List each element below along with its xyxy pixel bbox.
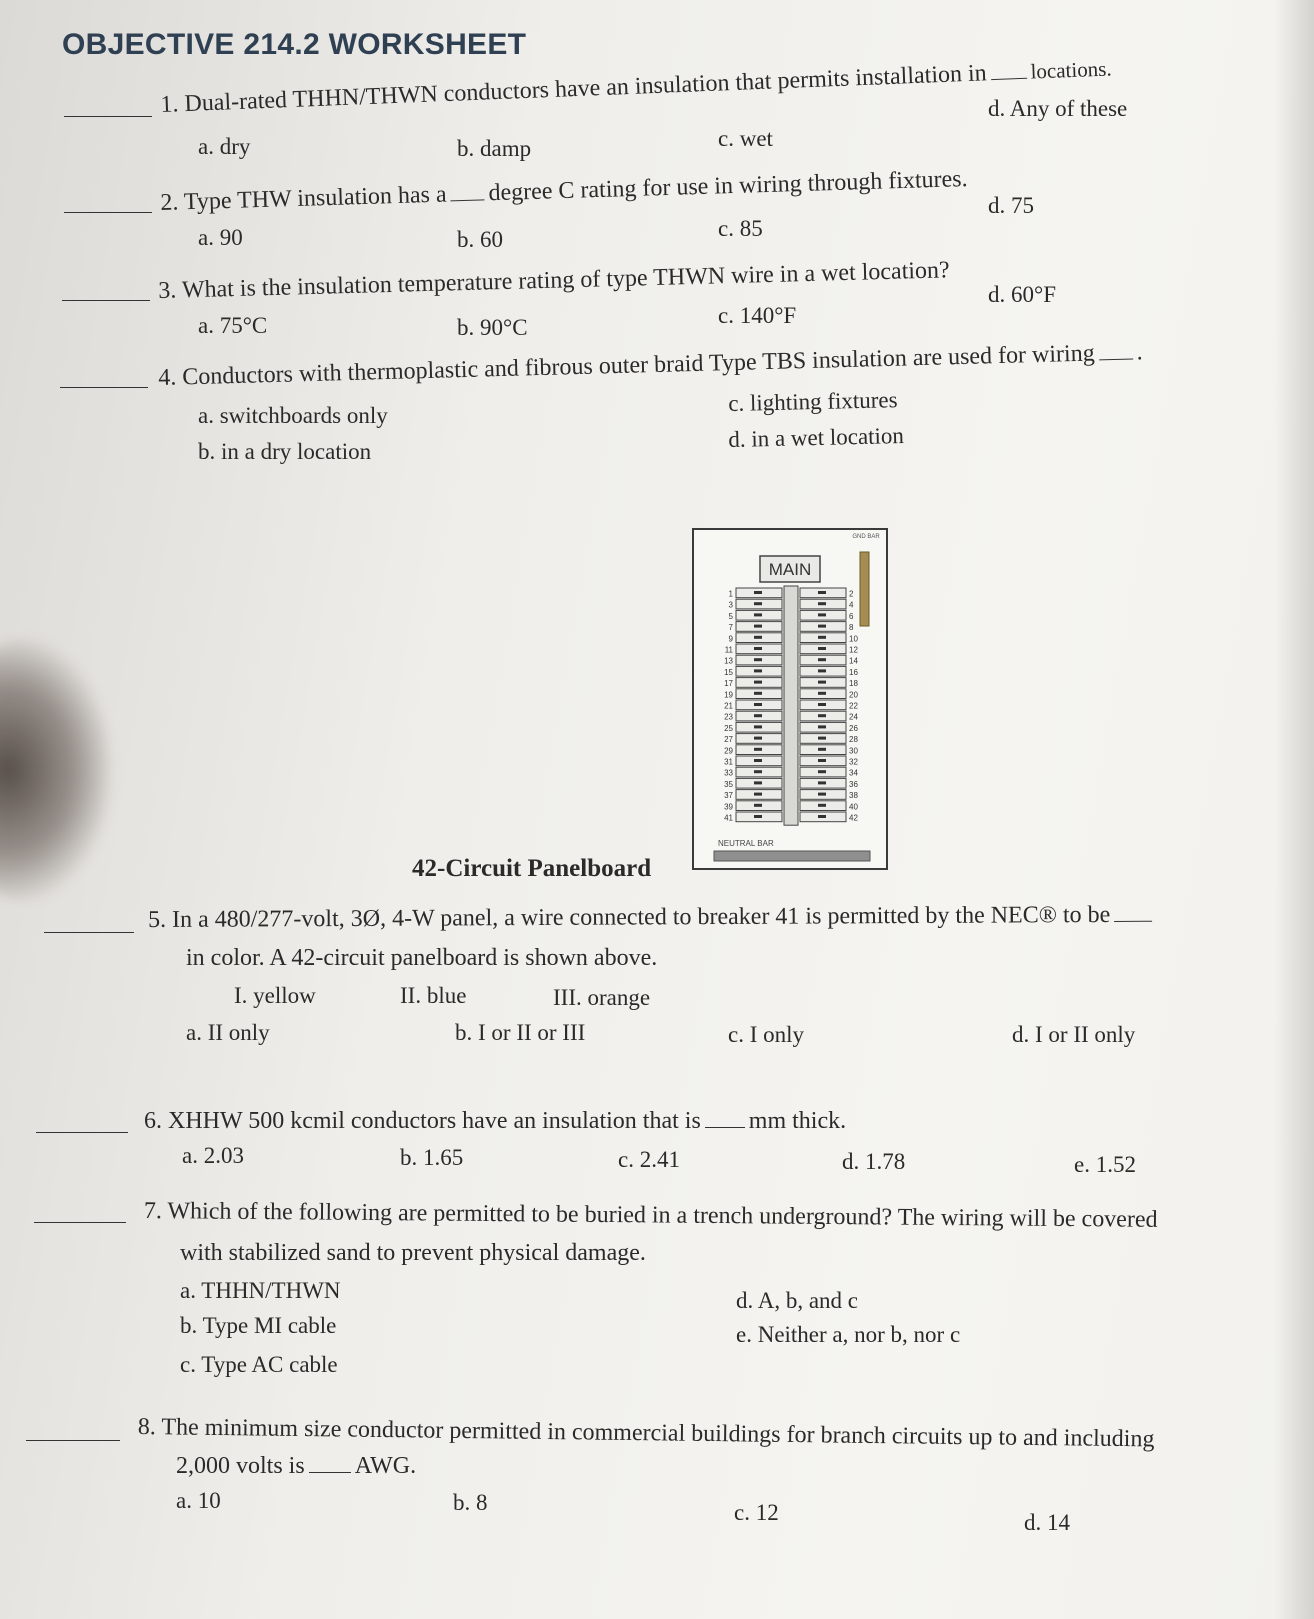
circuit-number-left: 39	[724, 802, 733, 812]
breaker-handle	[754, 625, 762, 628]
breaker-handle	[754, 669, 762, 672]
circuit-number-right: 8	[849, 623, 854, 633]
breaker-handle	[818, 602, 826, 605]
neutral-bar	[714, 851, 870, 861]
circuit-number-right: 40	[849, 802, 858, 812]
q1-option-b: b. damp	[457, 136, 532, 161]
q6-option-c: c. 2.41	[618, 1147, 680, 1172]
circuit-number-left: 17	[724, 679, 733, 689]
breaker-rows	[724, 586, 858, 825]
breaker-handle	[754, 647, 762, 650]
q4-option-a: a. switchboards only	[198, 403, 388, 428]
q5-choice-ii: II. blue	[400, 983, 467, 1008]
circuit-number-left: 31	[724, 757, 733, 767]
q7-option-b: b. Type MI cable	[180, 1313, 337, 1338]
finger-shadow	[0, 640, 110, 900]
question-7-text-line2: with stabilized sand to prevent physical damage.	[180, 1240, 646, 1266]
q2-option-a: a. 90	[198, 225, 243, 250]
breaker-handle	[754, 770, 762, 773]
answer-blank-7[interactable]	[34, 1222, 126, 1223]
breaker-handle	[818, 748, 826, 751]
circuit-number-right: 10	[849, 634, 858, 644]
breaker-handle	[818, 625, 826, 628]
circuit-number-right: 30	[849, 746, 858, 756]
breaker-handle	[754, 681, 762, 684]
panelboard-diagram	[692, 528, 888, 870]
q4-option-d: d. in a wet location	[728, 423, 905, 452]
breaker-handle	[754, 815, 762, 818]
question-6-text: 6. XHHW 500 kcmil conductors have an insulation that is mm thick.	[144, 1108, 847, 1134]
breaker-handle	[818, 714, 826, 717]
page-edge	[1274, 0, 1314, 1619]
main-label: MAIN	[768, 560, 812, 579]
circuit-number-right: 26	[849, 723, 858, 733]
breaker-handle	[754, 692, 762, 695]
circuit-number-right: 36	[849, 779, 858, 789]
circuit-number-right: 12	[849, 645, 858, 655]
circuit-number-right: 38	[849, 791, 858, 801]
breaker-handle	[818, 793, 826, 796]
circuit-number-left: 5	[728, 611, 733, 621]
breaker-handle	[818, 781, 826, 784]
breaker-handle	[818, 692, 826, 695]
breaker-handle	[754, 781, 762, 784]
q3-option-a: a. 75°C	[198, 313, 268, 338]
breaker-handle	[818, 658, 826, 661]
circuit-number-left: 15	[724, 667, 733, 677]
breaker-handle	[818, 725, 826, 728]
breaker-handle	[754, 602, 762, 605]
breaker-handle	[754, 737, 762, 740]
circuit-number-right: 42	[849, 813, 858, 823]
q5-option-a: a. II only	[186, 1020, 270, 1045]
circuit-number-right: 18	[849, 679, 858, 689]
q8-option-a: a. 10	[176, 1488, 221, 1513]
breaker-handle	[818, 647, 826, 650]
answer-blank-2[interactable]	[64, 212, 152, 213]
q6-option-d: d. 1.78	[842, 1149, 906, 1174]
circuit-number-right: 22	[849, 701, 858, 711]
circuit-number-left: 23	[724, 712, 733, 722]
circuit-number-right: 34	[849, 768, 858, 778]
breaker-handle	[754, 759, 762, 762]
question-2-text: 2. Type THW insulation has a degree C rating for use in wiring through fixtures.	[160, 166, 968, 216]
circuit-number-right: 14	[849, 656, 858, 666]
q3-option-d: d. 60°F	[988, 282, 1056, 307]
circuit-number-left: 21	[724, 701, 733, 711]
circuit-number-right: 16	[849, 667, 858, 677]
answer-blank-6[interactable]	[36, 1132, 128, 1133]
circuit-number-left: 11	[724, 645, 733, 655]
circuit-number-right: 6	[849, 611, 854, 621]
breaker-handle	[754, 613, 762, 616]
q1-option-d: d. Any of these	[988, 96, 1128, 121]
circuit-number-right: 24	[849, 712, 858, 722]
answer-blank-5[interactable]	[44, 932, 134, 933]
question-4-text: 4. Conductors with thermoplastic and fibrous outer braid Type TBS insulation are used for wiring .	[158, 339, 1143, 391]
circuit-number-left: 13	[724, 656, 733, 666]
q3-option-b: b. 90°C	[457, 315, 528, 340]
circuit-number-left: 37	[724, 791, 733, 801]
q5-option-b: b. I or II or III	[455, 1020, 586, 1045]
breaker-handle	[754, 804, 762, 807]
q6-option-e: e. 1.52	[1074, 1152, 1136, 1177]
breaker-handle	[754, 793, 762, 796]
q5-choice-iii: III. orange	[553, 985, 651, 1010]
q4-option-c: c. lighting fixtures	[728, 387, 898, 416]
circuit-number-left: 9	[728, 634, 733, 644]
breaker-handle	[754, 703, 762, 706]
q2-option-c: c. 85	[718, 216, 763, 241]
q7-option-c: c. Type AC cable	[180, 1352, 338, 1377]
q2-option-b: b. 60	[457, 227, 503, 252]
q2-option-d: d. 75	[988, 193, 1034, 218]
breaker-handle	[818, 591, 826, 594]
breaker-handle	[818, 815, 826, 818]
question-1-text: 1. Dual-rated THHN/THWN conductors have an insulation that permits installation in locations.	[160, 56, 1113, 118]
bus-bar	[784, 586, 798, 825]
question-8-text-line2: 2,000 volts is AWG.	[176, 1453, 417, 1479]
q8-option-b: b. 8	[453, 1490, 488, 1515]
q7-option-e: e. Neither a, nor b, nor c	[736, 1322, 961, 1347]
answer-blank-3[interactable]	[62, 300, 150, 301]
panel-caption: 42-Circuit Panelboard	[412, 855, 652, 882]
neutral-bar-label: NEUTRAL BAR	[718, 839, 774, 848]
question-7-text-line1: 7. Which of the following are permitted to be buried in a trench underground? The wiring will be covered	[143, 1198, 1158, 1233]
breaker-handle	[754, 725, 762, 728]
circuit-number-right: 4	[849, 600, 854, 610]
breaker-handle	[818, 669, 826, 672]
q1-option-c: c. wet	[718, 126, 773, 151]
breaker-handle	[818, 804, 826, 807]
q8-option-d: d. 14	[1024, 1510, 1070, 1535]
q5-option-d: d. I or II only	[1012, 1022, 1136, 1047]
circuit-number-right: 32	[849, 757, 858, 767]
circuit-number-right: 20	[849, 690, 858, 700]
q3-option-c: c. 140°F	[718, 303, 797, 328]
ground-bar	[860, 552, 869, 626]
q4-option-b: b. in a dry location	[198, 439, 372, 464]
q1-option-a: a. dry	[198, 134, 251, 159]
breaker-handle	[818, 737, 826, 740]
breaker-handle	[818, 613, 826, 616]
circuit-number-right: 2	[849, 589, 854, 599]
circuit-number-left: 1	[728, 589, 733, 599]
breaker-handle	[754, 636, 762, 639]
answer-blank-4[interactable]	[60, 387, 148, 388]
breaker-handle	[754, 714, 762, 717]
worksheet-title: OBJECTIVE 214.2 WORKSHEET	[62, 28, 527, 61]
answer-blank-1[interactable]	[64, 116, 152, 117]
circuit-number-left: 19	[724, 690, 733, 700]
breaker-handle	[818, 636, 826, 639]
gnd-bar-label: GND BAR	[852, 534, 880, 540]
q7-option-d: d. A, b, and c	[736, 1288, 859, 1313]
circuit-number-left: 41	[724, 813, 733, 823]
breaker-handle	[818, 681, 826, 684]
circuit-number-right: 28	[849, 735, 858, 745]
circuit-number-left: 25	[724, 723, 733, 733]
breaker-handle	[818, 703, 826, 706]
circuit-number-left: 3	[728, 600, 733, 610]
breaker-handle	[754, 658, 762, 661]
question-5-text-line1: 5. In a 480/277-volt, 3Ø, 4-W panel, a wire connected to breaker 41 is permitted by the NEC® to be	[148, 902, 1156, 934]
breaker-handle	[818, 770, 826, 773]
q7-option-a: a. THHN/THWN	[180, 1278, 341, 1303]
breaker-handle	[754, 748, 762, 751]
answer-blank-8[interactable]	[26, 1440, 120, 1441]
breaker-handle	[818, 759, 826, 762]
question-8-text-line1: 8. The minimum size conductor permitted in commercial buildings for branch circuits up to and including	[137, 1414, 1155, 1453]
circuit-number-left: 33	[724, 768, 733, 778]
question-3-text: 3. What is the insulation temperature rating of type THWN wire in a wet location?	[158, 257, 950, 304]
q5-choice-i: I. yellow	[234, 983, 316, 1008]
circuit-number-left: 29	[724, 746, 733, 756]
circuit-number-left: 7	[728, 623, 733, 633]
circuit-number-left: 35	[724, 779, 733, 789]
circuit-number-left: 27	[724, 735, 733, 745]
q8-option-c: c. 12	[734, 1500, 779, 1525]
q6-option-b: b. 1.65	[400, 1145, 464, 1170]
question-5-text-line2: in color. A 42-circuit panelboard is shown above.	[186, 945, 658, 971]
q5-option-c: c. I only	[728, 1022, 805, 1047]
breaker-handle	[754, 591, 762, 594]
q6-option-a: a. 2.03	[182, 1143, 244, 1168]
